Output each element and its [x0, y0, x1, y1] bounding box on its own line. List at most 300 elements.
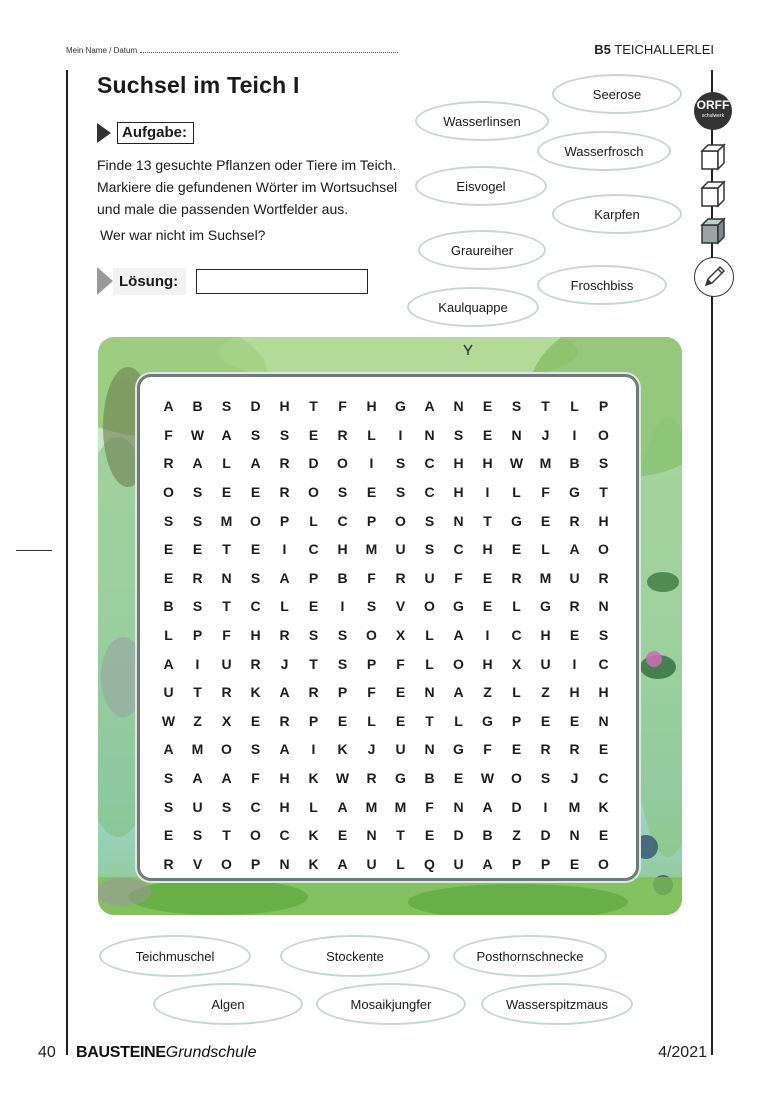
grid-letter[interactable]: F [367, 684, 376, 701]
grid-letter[interactable]: U [192, 798, 203, 815]
grid-letter[interactable]: R [366, 770, 377, 787]
grid-letter[interactable]: K [337, 741, 348, 758]
grid-letter[interactable]: P [366, 512, 377, 529]
grid-letter[interactable]: L [280, 598, 289, 615]
grid-letter[interactable]: L [512, 484, 521, 501]
grid-letter[interactable]: R [279, 627, 290, 644]
grid-letter[interactable]: S [192, 598, 203, 615]
grid-letter[interactable]: S [337, 484, 348, 501]
grid-letter[interactable]: I [398, 426, 403, 443]
grid-letter[interactable]: O [221, 741, 232, 758]
grid-letter[interactable]: B [482, 827, 493, 844]
grid-letter[interactable]: H [482, 541, 493, 558]
grid-letter[interactable]: X [395, 627, 406, 644]
word-pill-seerose[interactable]: Seerose [552, 74, 682, 114]
grid-letter[interactable]: S [221, 798, 232, 815]
grid-letter[interactable]: H [250, 627, 261, 644]
grid-letter[interactable]: O [424, 598, 435, 615]
grid-letter[interactable]: S [308, 627, 319, 644]
grid-letter[interactable]: A [221, 770, 232, 787]
grid-letter[interactable]: C [279, 827, 290, 844]
grid-letter[interactable]: A [279, 741, 290, 758]
grid-letter[interactable]: G [540, 598, 551, 615]
grid-letter[interactable]: S [163, 798, 174, 815]
grid-letter[interactable]: J [280, 655, 289, 672]
word-pill-froschbiss[interactable]: Froschbiss [537, 265, 667, 305]
grid-letter[interactable]: M [220, 512, 233, 529]
grid-letter[interactable]: S [250, 569, 261, 586]
grid-letter[interactable]: W [161, 712, 176, 729]
grid-letter[interactable]: G [569, 484, 580, 501]
grid-letter[interactable]: C [453, 541, 464, 558]
grid-letter[interactable]: I [572, 655, 577, 672]
grid-letter[interactable]: V [192, 855, 203, 872]
grid-letter[interactable]: E [482, 398, 493, 415]
grid-letter[interactable]: G [453, 741, 464, 758]
grid-letter[interactable]: O [598, 426, 609, 443]
word-pill-graureiher[interactable]: Graureiher [418, 230, 546, 270]
grid-letter[interactable]: S [163, 770, 174, 787]
grid-letter[interactable]: C [424, 455, 435, 472]
grid-letter[interactable]: H [337, 541, 348, 558]
word-pill-wasserfrosch[interactable]: Wasserfrosch [537, 131, 671, 171]
grid-letter[interactable]: N [511, 426, 522, 443]
grid-letter[interactable]: N [424, 741, 435, 758]
grid-letter[interactable]: P [540, 855, 551, 872]
grid-letter[interactable]: C [250, 598, 261, 615]
grid-letter[interactable]: N [453, 512, 464, 529]
grid-letter[interactable]: E [511, 541, 522, 558]
grid-letter[interactable]: R [250, 655, 261, 672]
grid-letter[interactable]: R [598, 569, 609, 586]
grid-letter[interactable]: C [598, 655, 609, 672]
grid-letter[interactable]: D [308, 455, 319, 472]
grid-letter[interactable]: A [482, 798, 493, 815]
task-line: Finde 13 gesuchte Pflanzen oder Tiere im Teich. [97, 157, 397, 173]
grid-letter[interactable]: D [250, 398, 261, 415]
grid-letter[interactable]: K [598, 798, 609, 815]
grid-letter[interactable]: E [569, 627, 580, 644]
grid-letter[interactable]: O [598, 855, 609, 872]
grid-letter[interactable]: F [222, 627, 231, 644]
grid-letter[interactable]: R [540, 741, 551, 758]
grid-letter[interactable]: U [163, 684, 174, 701]
grid-letter[interactable]: U [366, 855, 377, 872]
grid-letter[interactable]: T [599, 484, 608, 501]
grid-letter[interactable]: X [511, 655, 522, 672]
grid-letter[interactable]: E [598, 827, 609, 844]
grid-letter[interactable]: T [222, 598, 231, 615]
grid-letter[interactable]: B [337, 569, 348, 586]
word-pill-mosaikjungfer[interactable]: Mosaikjungfer [316, 983, 466, 1025]
grid-letter[interactable]: P [308, 569, 319, 586]
grid-letter[interactable]: H [598, 512, 609, 529]
grid-letter[interactable]: C [308, 541, 319, 558]
grid-letter[interactable]: D [453, 827, 464, 844]
grid-letter[interactable]: A [279, 569, 290, 586]
grid-letter[interactable]: A [424, 398, 435, 415]
grid-letter[interactable]: S [511, 398, 522, 415]
grid-letter[interactable]: A [163, 398, 174, 415]
grid-letter[interactable]: E [250, 484, 261, 501]
grid-letter[interactable]: S [192, 827, 203, 844]
grid-letter[interactable]: U [424, 569, 435, 586]
grid-letter[interactable]: F [483, 741, 492, 758]
grid-letter[interactable]: N [221, 569, 232, 586]
grid-letter[interactable]: S [250, 426, 261, 443]
grid-letter[interactable]: S [192, 512, 203, 529]
grid-letter[interactable]: C [424, 484, 435, 501]
grid-letter[interactable]: M [539, 569, 552, 586]
grid-letter[interactable]: W [480, 770, 495, 787]
grid-letter[interactable]: T [222, 541, 231, 558]
grid-letter[interactable]: A [192, 770, 203, 787]
grid-letter[interactable]: R [221, 684, 232, 701]
grid-letter[interactable]: E [482, 426, 493, 443]
grid-letter[interactable]: C [511, 627, 522, 644]
grid-letter[interactable]: E [366, 484, 377, 501]
grid-letter[interactable]: T [309, 655, 318, 672]
grid-letter[interactable]: R [569, 741, 580, 758]
grid-letter[interactable]: L [367, 426, 376, 443]
grid-letter[interactable]: P [279, 512, 290, 529]
grid-letter[interactable]: C [337, 512, 348, 529]
grid-letter[interactable]: O [366, 627, 377, 644]
grid-letter[interactable]: H [569, 684, 580, 701]
grid-letter[interactable]: E [250, 712, 261, 729]
grid-letter[interactable]: O [221, 855, 232, 872]
grid-letter[interactable]: A [221, 426, 232, 443]
grid-letter[interactable]: S [163, 512, 174, 529]
grid-letter[interactable]: E [540, 512, 551, 529]
grid-letter[interactable]: T [222, 827, 231, 844]
pencil-icon [694, 257, 734, 297]
grid-letter[interactable]: E [192, 541, 203, 558]
grid-letter[interactable]: P [366, 655, 377, 672]
grid-letter[interactable]: R [192, 569, 203, 586]
grid-letter[interactable]: H [366, 398, 377, 415]
grid-letter[interactable]: L [512, 684, 521, 701]
grid-letter[interactable]: E [482, 569, 493, 586]
grid-letter[interactable]: E [395, 712, 406, 729]
grid-letter[interactable]: A [163, 655, 174, 672]
grid-letter[interactable]: F [541, 484, 550, 501]
grid-letter[interactable]: Z [483, 684, 492, 701]
grid-letter[interactable]: G [453, 598, 464, 615]
grid-letter[interactable]: M [568, 798, 581, 815]
grid-letter[interactable]: K [308, 827, 319, 844]
grid-letter[interactable]: U [540, 655, 551, 672]
grid-letter[interactable]: P [511, 712, 522, 729]
grid-letter[interactable]: A [250, 455, 261, 472]
grid-letter[interactable]: T [425, 712, 434, 729]
grid-letter[interactable]: H [598, 684, 609, 701]
name-date-label: Mein Name / Datum [66, 45, 398, 55]
grid-letter[interactable]: A [453, 627, 464, 644]
grid-letter[interactable]: N [453, 798, 464, 815]
grid-letter[interactable]: G [395, 770, 406, 787]
grid-letter[interactable]: Z [541, 684, 550, 701]
grid-letter[interactable]: F [164, 426, 173, 443]
grid-letter[interactable]: S [598, 455, 609, 472]
grid-letter[interactable]: Z [512, 827, 521, 844]
grid-letter[interactable]: O [250, 512, 261, 529]
grid-letter[interactable]: P [192, 627, 203, 644]
grid-letter[interactable]: L [570, 398, 579, 415]
grid-letter[interactable]: E [540, 712, 551, 729]
grid-letter[interactable]: O [453, 655, 464, 672]
grid-letter[interactable]: U [453, 855, 464, 872]
grid-letter[interactable]: E [163, 569, 174, 586]
grid-letter[interactable]: H [279, 398, 290, 415]
word-pill-stockente[interactable]: Stockente [280, 935, 430, 977]
grid-letter[interactable]: E [598, 741, 609, 758]
grid-letter[interactable]: I [485, 627, 490, 644]
grid-letter[interactable]: V [395, 598, 406, 615]
grid-letter[interactable]: E [424, 827, 435, 844]
grid-letter[interactable]: R [569, 598, 580, 615]
grid-letter[interactable]: L [512, 598, 521, 615]
grid-letter[interactable]: R [279, 455, 290, 472]
grid-letter[interactable]: E [453, 770, 464, 787]
grid-letter[interactable]: S [192, 484, 203, 501]
grid-letter[interactable]: J [541, 426, 550, 443]
grid-letter[interactable]: B [569, 455, 580, 472]
grid-letter[interactable]: G [482, 712, 493, 729]
grid-letter[interactable]: N [424, 684, 435, 701]
grid-letter[interactable]: I [543, 798, 548, 815]
grid-letter[interactable]: N [424, 426, 435, 443]
grid-letter[interactable]: A [337, 798, 348, 815]
grid-letter[interactable]: C [598, 770, 609, 787]
grid-letter[interactable]: I [485, 484, 490, 501]
grid-letter[interactable]: E [163, 541, 174, 558]
grid-letter[interactable]: S [279, 426, 290, 443]
grid-letter[interactable]: B [192, 398, 203, 415]
grid-letter[interactable]: S [250, 741, 261, 758]
grid-letter[interactable]: L [309, 512, 318, 529]
grid-letter[interactable]: N [279, 855, 290, 872]
grid-letter[interactable]: X [221, 712, 232, 729]
grid-letter[interactable]: N [569, 827, 580, 844]
grid-letter[interactable]: P [511, 855, 522, 872]
grid-letter[interactable]: I [282, 541, 287, 558]
grid-letter[interactable]: L [222, 455, 231, 472]
grid-letter[interactable]: E [163, 827, 174, 844]
grid-letter[interactable]: M [365, 798, 378, 815]
grid-letter[interactable]: T [193, 684, 202, 701]
grid-letter[interactable]: U [221, 655, 232, 672]
grid-letter[interactable]: S [453, 426, 464, 443]
grid-letter[interactable]: P [308, 712, 319, 729]
grid-letter[interactable]: R [511, 569, 522, 586]
grid-letter[interactable]: E [395, 684, 406, 701]
grid-letter[interactable]: F [425, 798, 434, 815]
grid-letter[interactable]: R [337, 426, 348, 443]
word-search-card [137, 374, 639, 881]
grid-letter[interactable]: S [424, 541, 435, 558]
grid-letter[interactable]: C [250, 798, 261, 815]
grid-letter[interactable]: A [482, 855, 493, 872]
grid-letter[interactable]: R [308, 684, 319, 701]
grid-letter[interactable]: A [192, 455, 203, 472]
grid-letter[interactable]: O [250, 827, 261, 844]
task-arrow-icon [97, 123, 111, 143]
grid-letter[interactable]: E [569, 712, 580, 729]
cube-empty-icon [698, 179, 728, 209]
word-pill-wasserlinsen[interactable]: Wasserlinsen [415, 101, 549, 141]
name-date-line[interactable] [140, 45, 398, 53]
word-pill-wasserspitzmaus[interactable]: Wasserspitzmaus [481, 983, 633, 1025]
grid-letter[interactable]: U [395, 741, 406, 758]
grid-letter[interactable]: L [367, 712, 376, 729]
word-pill-kaulquappe[interactable]: Kaulquappe [407, 287, 539, 327]
grid-letter[interactable]: R [569, 512, 580, 529]
grid-letter[interactable]: A [279, 684, 290, 701]
grid-letter[interactable]: P [598, 398, 609, 415]
grid-letter[interactable]: M [365, 541, 378, 558]
grid-letter[interactable]: E [221, 484, 232, 501]
cube-filled-icon [698, 216, 728, 246]
grid-letter[interactable]: H [453, 455, 464, 472]
grid-letter[interactable]: A [163, 741, 174, 758]
grid-letter[interactable]: J [367, 741, 376, 758]
grid-letter[interactable]: E [482, 598, 493, 615]
grid-letter[interactable]: B [163, 598, 174, 615]
grid-letter[interactable]: G [511, 512, 522, 529]
grid-letter[interactable]: S [395, 484, 406, 501]
grid-letter[interactable]: W [509, 455, 524, 472]
grid-letter[interactable]: T [309, 398, 318, 415]
grid-letter[interactable]: I [311, 741, 316, 758]
grid-letter[interactable]: E [308, 426, 319, 443]
grid-letter[interactable]: A [569, 541, 580, 558]
grid-letter[interactable]: O [337, 455, 348, 472]
grid-letter[interactable]: N [366, 827, 377, 844]
grid-letter[interactable]: R [279, 484, 290, 501]
grid-letter[interactable]: A [337, 855, 348, 872]
task-line: und male die passenden Wortfelder aus. [97, 201, 349, 217]
grid-letter[interactable]: T [483, 512, 492, 529]
grid-letter[interactable]: A [453, 684, 464, 701]
grid-letter[interactable]: R [279, 712, 290, 729]
grid-letter[interactable]: E [308, 598, 319, 615]
grid-letter[interactable]: L [454, 712, 463, 729]
grid-letter[interactable]: E [337, 712, 348, 729]
grid-letter[interactable]: S [337, 655, 348, 672]
grid-letter[interactable]: S [395, 455, 406, 472]
word-pill-eisvogel[interactable]: Eisvogel [415, 166, 547, 206]
grid-letter[interactable]: M [191, 741, 204, 758]
grid-letter[interactable]: N [598, 712, 609, 729]
word-pill-posthornschnecke[interactable]: Posthornschnecke [453, 935, 607, 977]
grid-letter[interactable]: H [279, 770, 290, 787]
grid-letter[interactable]: R [395, 569, 406, 586]
grid-letter[interactable]: L [164, 627, 173, 644]
page-number: 40 [38, 1044, 56, 1061]
grid-letter[interactable]: S [424, 512, 435, 529]
grid-letter[interactable]: H [453, 484, 464, 501]
grid-letter[interactable]: E [569, 855, 580, 872]
grid-letter[interactable]: E [511, 741, 522, 758]
word-pill-algen[interactable]: Algen [153, 983, 303, 1025]
grid-letter[interactable]: S [598, 627, 609, 644]
grid-letter[interactable]: O [163, 484, 174, 501]
word-pill-teichmuschel[interactable]: Teichmuschel [99, 935, 251, 977]
grid-letter[interactable]: L [425, 627, 434, 644]
grid-letter[interactable]: H [482, 655, 493, 672]
grid-letter[interactable]: I [340, 598, 345, 615]
grid-letter[interactable]: T [396, 827, 405, 844]
grid-letter[interactable]: H [540, 627, 551, 644]
grid-letter[interactable]: U [395, 541, 406, 558]
grid-letter[interactable]: O [598, 541, 609, 558]
grid-letter[interactable]: S [366, 598, 377, 615]
grid-letter[interactable]: P [250, 855, 261, 872]
grid-letter[interactable]: O [511, 770, 522, 787]
grid-letter[interactable]: O [395, 512, 406, 529]
grid-letter[interactable]: L [425, 655, 434, 672]
grid-letter[interactable]: G [395, 398, 406, 415]
grid-letter[interactable]: F [396, 655, 405, 672]
grid-letter[interactable]: M [539, 455, 552, 472]
grid-letter[interactable]: W [190, 426, 205, 443]
grid-letter[interactable]: F [338, 398, 347, 415]
grid-letter[interactable]: S [540, 770, 551, 787]
grid-letter[interactable]: L [541, 541, 550, 558]
grid-letter[interactable]: S [337, 627, 348, 644]
grid-letter[interactable]: Q [424, 855, 435, 872]
grid-letter[interactable]: F [367, 569, 376, 586]
grid-letter[interactable]: T [541, 398, 550, 415]
grid-letter[interactable]: L [396, 855, 405, 872]
grid-letter[interactable]: R [163, 855, 174, 872]
grid-letter[interactable]: B [424, 770, 435, 787]
side-icon-column [694, 92, 734, 297]
grid-letter[interactable]: H [482, 455, 493, 472]
grid-letter[interactable]: K [308, 855, 319, 872]
grid-letter[interactable]: Z [193, 712, 202, 729]
grid-letter[interactable]: J [570, 770, 579, 787]
word-pill-karpfen[interactable]: Karpfen [552, 194, 682, 234]
grid-letter[interactable]: D [540, 827, 551, 844]
grid-letter[interactable]: W [335, 770, 350, 787]
grid-letter[interactable]: K [308, 770, 319, 787]
grid-letter[interactable]: U [569, 569, 580, 586]
grid-letter[interactable]: N [598, 598, 609, 615]
grid-letter[interactable]: N [453, 398, 464, 415]
grid-letter[interactable]: I [195, 655, 200, 672]
grid-letter[interactable]: F [251, 770, 260, 787]
grid-letter[interactable]: L [309, 798, 318, 815]
solution-input[interactable] [196, 269, 368, 294]
grid-letter[interactable]: P [337, 684, 348, 701]
page-title: Suchsel im Teich I [97, 72, 300, 98]
section-label: B5 TEICHALLERLEI [594, 42, 714, 57]
grid-letter[interactable]: O [308, 484, 319, 501]
grid-letter[interactable]: I [572, 426, 577, 443]
grid-letter[interactable]: I [369, 455, 374, 472]
grid-letter[interactable]: E [250, 541, 261, 558]
grid-letter[interactable]: F [454, 569, 463, 586]
grid-letter[interactable]: K [250, 684, 261, 701]
grid-letter[interactable]: S [221, 398, 232, 415]
grid-letter[interactable]: H [279, 798, 290, 815]
grid-letter[interactable]: D [511, 798, 522, 815]
grid-letter[interactable]: M [394, 798, 407, 815]
grid-letter[interactable]: E [337, 827, 348, 844]
grid-letter[interactable]: R [163, 455, 174, 472]
